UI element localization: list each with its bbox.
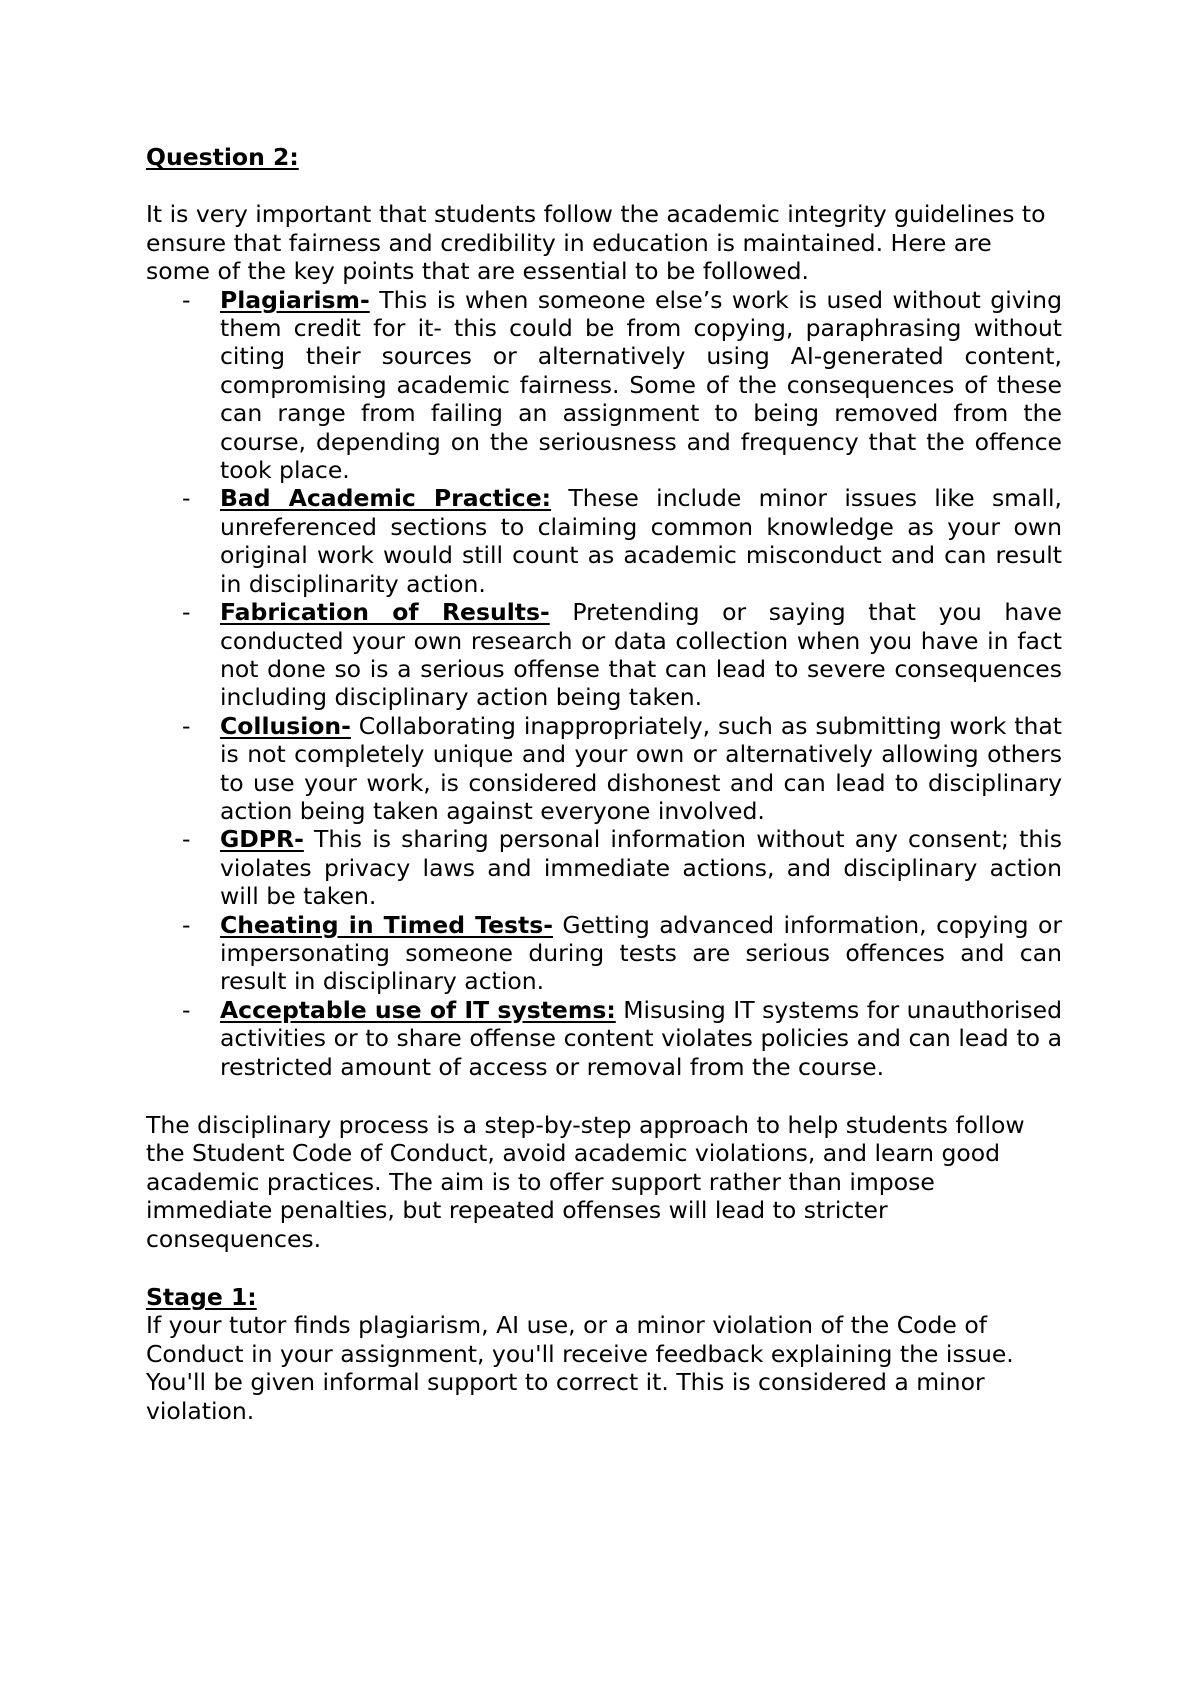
point-term: Fabrication of Results- — [220, 598, 550, 627]
list-item — [182, 285, 1062, 485]
list-item — [182, 598, 1063, 712]
point-term: Cheating in Timed Tests- — [220, 910, 553, 939]
list-bullet: - — [182, 285, 191, 314]
list-item — [182, 995, 1063, 1081]
point-text: Pretending or saying that you have conducted your own research or data collection when you have in fact not done so is a serious offense that can lead to severe consequences including disciplinary action being taken. — [220, 598, 1063, 712]
point-term: Bad Academic Practice: — [220, 484, 552, 513]
stage-1-heading: Stage 1: — [146, 1283, 257, 1312]
point-text: Misusing IT systems for unauthorised activities or to share offense content violates policies and can lead to a restricted amount of access or removal from the course. — [220, 995, 1063, 1081]
point-term: Collusion- — [220, 711, 351, 740]
intro-paragraph: It is very important that students follow the academic integrity guidelines to ensure that fairness and credibility in education is maintained. Here are some of the key points that are essential to be followed. — [146, 200, 1046, 286]
point-text: This is when someone else’s work is used without giving them credit for it- this could be from copying, paraphrasing without citing their sources or alternatively using AI-generated content, compromising academic fairness. Some of the consequences of these can range from failing an assignment to being removed from the course, depending on the seriousness and frequency that the offence took place. — [220, 285, 1062, 485]
point-text: Collaborating inappropriately, such as submitting work that is not completely unique and your own or alternatively allowing others to use your work, is considered dishonest and can lead to disciplinary action being taken against everyone involved. — [220, 711, 1062, 825]
point-text: Getting advanced information, copying or impersonating someone during tests are serious offences and can result in disciplinary action. — [220, 910, 1063, 996]
point-term: Acceptable use of IT systems: — [220, 995, 616, 1024]
list-item — [182, 484, 1063, 598]
point-text: This is sharing personal information without any consent; this violates privacy laws and immediate actions, and disciplinary action will be taken. — [220, 825, 1062, 911]
list-bullet: - — [182, 995, 191, 1024]
list-bullet: - — [182, 711, 191, 740]
list-item — [182, 910, 1063, 996]
document-page — [146, 143, 1062, 1425]
stage-1-text: If your tutor finds plagiarism, AI use, or a minor violation of the Code of Conduct in your assignment, you'll receive feedback explaining the issue. You'll be given informal support to correct it. This is considered a minor violation. — [146, 1311, 1014, 1425]
list-bullet: - — [182, 910, 191, 939]
list-item — [182, 825, 1062, 911]
question-heading: Question 2: — [146, 143, 299, 171]
point-term: GDPR- — [220, 825, 304, 854]
list-bullet: - — [182, 484, 191, 513]
point-text: These include minor issues like small, unreferenced sections to claiming common knowledge as your own original work would still count as academic misconduct and can result in disciplinarity action. — [220, 484, 1063, 598]
point-term: Plagiarism- — [220, 285, 370, 314]
list-item — [182, 711, 1062, 826]
process-paragraph: The disciplinary process is a step-by-step approach to help students follow the Student Code of Conduct, avoid academic violations, and learn good academic practices. The aim is to offer support rather than impose immediate penalties, but repeated offenses will lead to stricter consequences. — [146, 1111, 1025, 1253]
key-points-list — [146, 286, 1062, 1081]
list-bullet: - — [182, 598, 191, 627]
list-bullet: - — [182, 825, 191, 854]
